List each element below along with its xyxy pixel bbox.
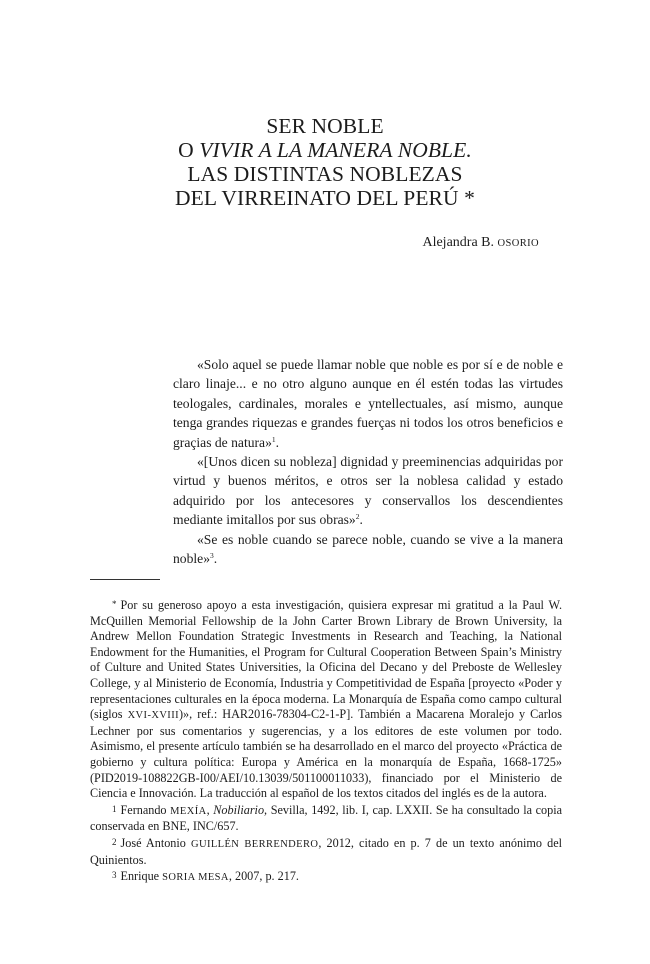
epigraph-3-end: .: [213, 551, 218, 567]
epigraph-1-ref[interactable]: 1: [271, 434, 276, 444]
epigraph-block: [173, 355, 563, 568]
footnote-1-work: Nobiliario,: [213, 802, 268, 817]
author-given-name: Alejandra B.: [422, 235, 498, 250]
epigraph-3-text: «Se es noble cuando se parece noble, cuando se vive a la manera noble»: [173, 531, 563, 567]
author-surname: OSORIO: [497, 238, 539, 249]
epigraph-2-ref[interactable]: 2: [355, 512, 360, 522]
footnote-3-mark: 3: [112, 870, 117, 881]
footnote-1-sep: ,: [206, 802, 214, 817]
epigraph-3: [173, 530, 563, 569]
article-title: [0, 114, 650, 210]
footnote-separator: [90, 579, 160, 580]
footnote-star-centuries: XVI-XVIII: [127, 710, 179, 722]
footnote-star-text-b: )», ref.: HAR2016-78304-C2-1-P]. También a Macarena Moralejo y Carlos Lechner por sus comentarios y sugerencias, y a los editores de este volumen por todo. Asimismo, el presente artículo también se ha desarrollado en el marco del proyecto «Práctica de gobierno y cultura política: Europa y América en la monarquía de España, 1668-1725» (PID2019-108822GB-I00/AEI/10.13039/501100011033), financiado por el Ministerio de Ciencia e Innovación. La traducción al español de los textos citados del inglés es de la autora.: [90, 707, 562, 801]
epigraph-1: [173, 355, 563, 452]
title-line-2-italic: VIVIR A LA MANERA NOBLE.: [199, 138, 472, 162]
epigraph-3-ref[interactable]: 3: [210, 551, 214, 561]
footnote-2-mark: 2: [112, 836, 117, 847]
title-footnote-marker: *: [464, 186, 475, 210]
title-line-4-text: DEL VIRREINATO DEL PERÚ: [175, 186, 459, 210]
footnote-1: [90, 802, 562, 835]
title-line-4: [0, 186, 650, 210]
footnote-1-rest: Sevilla, 1492, lib. I, cap. LXXII. Se ha consultado la copia conservada en BNE, INC/657.: [90, 802, 563, 834]
epigraph-1-text: «Solo aquel se puede llamar noble que noble es por sí e de noble e claro linaje... e no otro alguno aunque en él estén todas las virtudes teologales, cardinales, morales e yntellectuales, así mismo, aunque tenga grandes riquezas e grandes fuerças ni todos los otros beneficios e graçias de natura»: [173, 357, 563, 450]
footnote-star-mark: *: [112, 599, 117, 609]
footnote-2: [90, 835, 562, 868]
footnote-star-text-a: Por su generoso apoyo a esta investigación, quisiera expresar mi gratitud a la Paul W. McQuillen Memorial Fellowship de la John Carter Brown Library de Brown University, la Andrew Mellon Foundation Strategic Investments in Research and Teaching, la National Endowment for the Humanities, el Program for Cultural Cooperation Between Spain’s Ministry of Culture and United States Universities, la Oficina del Decano y del Preboste de Wellesley College, y al Ministerio de Economía, Industria y Competitividad de España [proyecto «Poder y representaciones culturales en la época moderna. La Monarquía de España como campo cultural (siglos: [90, 598, 562, 722]
footnote-1-given: Fernando: [120, 802, 171, 817]
footnote-2-rest: , 2012, citado en p. 7 de un texto anónimo del Quinientos.: [90, 835, 562, 867]
title-line-1: SER NOBLE: [266, 114, 384, 138]
footnote-2-given: José Antonio: [120, 835, 191, 850]
epigraph-2: [173, 452, 563, 530]
epigraph-2-end: .: [359, 512, 363, 528]
footnotes: [90, 597, 562, 886]
footnote-3-given: Enrique: [120, 869, 163, 884]
title-line-2-prefix: O: [178, 138, 200, 162]
footnote-3: [90, 868, 562, 886]
footnote-1-surname: MEXÍA: [170, 805, 207, 817]
footnote-1-mark: 1: [112, 803, 117, 814]
footnote-3-surname: SORIA MESA: [162, 872, 229, 884]
footnote-star: [90, 597, 562, 802]
title-line-3: LAS DISTINTAS NOBLEZAS: [187, 162, 463, 186]
title-line-2: [0, 138, 650, 162]
author-name: [422, 235, 539, 251]
epigraph-2-text: «[Unos dicen su nobleza] dignidad y preeminencias adquiridas por virtud y buenos méritos, e otros ser la noblesa calidad y estado adquirido por los antecesores y conservallos los descendientes mediante imitallos por sus obras»: [173, 454, 563, 528]
footnote-2-surname: GUILLÉN BERRENDERO: [190, 838, 319, 850]
footnote-3-rest: , 2007, p. 217.: [228, 869, 299, 884]
epigraph-1-end: .: [275, 434, 280, 450]
